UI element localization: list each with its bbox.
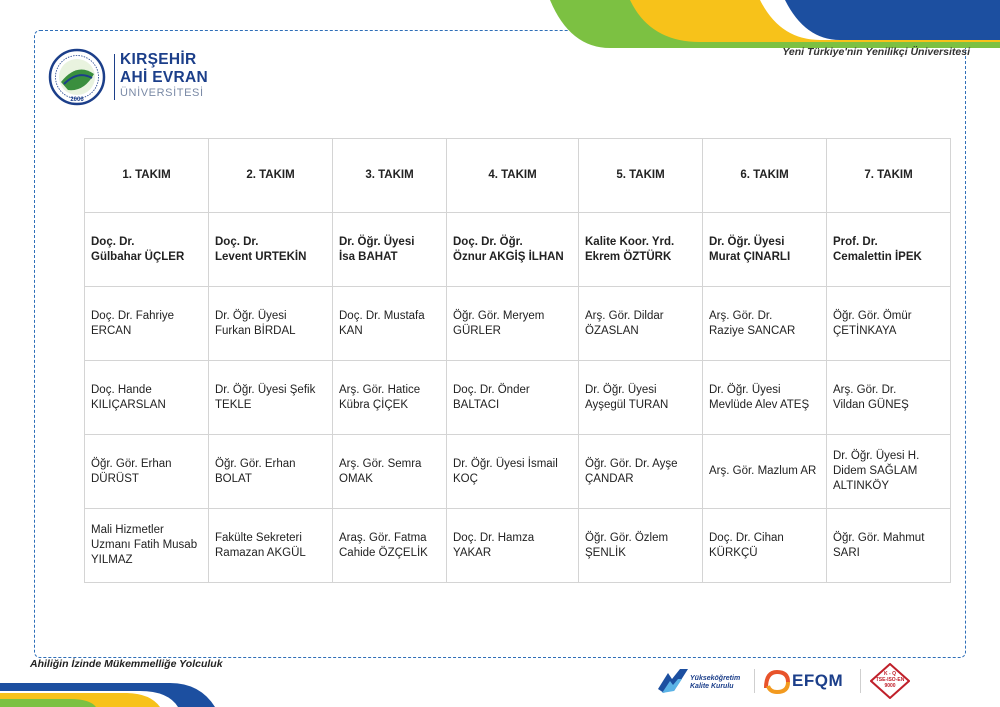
cell-line: Arş. Gör. Mazlum AR (709, 465, 817, 477)
table-cell (703, 509, 827, 583)
tse-logo (870, 663, 910, 699)
cell-line: Dr. Öğr. Üyesi Şefik (215, 383, 316, 396)
cell-line: Prof. Dr. (833, 235, 878, 248)
top-right-ribbon (550, 0, 1000, 48)
logo-line-2: AHİ EVRAN (120, 68, 208, 86)
column-header: 6. TAKIM (703, 139, 827, 213)
cell-line: ÇANDAR (585, 472, 634, 485)
table-cell (333, 287, 447, 361)
table-cell (827, 287, 951, 361)
cell-line: Doç. Dr. Öğr. (453, 235, 523, 248)
table-cell (333, 213, 447, 287)
table-cell (447, 361, 579, 435)
table-cell (579, 287, 703, 361)
table-cell (579, 361, 703, 435)
cell-line: Fakülte Sekreteri (215, 531, 302, 544)
cell-line: Arş. Gör. Hatice (339, 383, 421, 396)
table-cell (447, 213, 579, 287)
cell-line: Öğr. Gör. Dr. Ayşe (585, 457, 678, 470)
table-cell (209, 435, 333, 509)
table-header-row (85, 139, 951, 213)
header-slogan: Yeni Türkiye'nin Yenilikçi Üniversitesi (782, 46, 970, 58)
cell-line: Dr. Öğr. Üyesi (215, 309, 287, 322)
cell-line: Dr. Öğr. Üyesi H. (833, 450, 920, 462)
cell-line: Araş. Gör. Fatma (339, 531, 427, 544)
cell-line: ÖZASLAN (585, 324, 639, 337)
cell-line: BALTACI (453, 398, 500, 411)
yok-swoosh-icon (656, 667, 690, 695)
table-cell (447, 435, 579, 509)
efqm-mark-icon (762, 666, 792, 696)
tse-line-2: TSE-ISO-EN (875, 677, 905, 683)
tse-line-1: K - Q (884, 671, 896, 677)
cell-line: TEKLE (215, 398, 252, 411)
cell-line: KÜRKÇÜ (709, 546, 758, 559)
table-cell (85, 435, 209, 509)
cell-line: Öğr. Gör. Erhan (215, 457, 296, 470)
accreditation-logos (656, 663, 956, 699)
cell-line: Doç. Dr. (91, 235, 135, 248)
cell-line: YILMAZ (91, 554, 133, 566)
cell-line: KILIÇARSLAN (91, 398, 166, 411)
cell-line: YAKAR (453, 546, 492, 559)
cell-line: ERCAN (91, 324, 132, 337)
table-cell (579, 509, 703, 583)
cell-line: Kübra ÇİÇEK (339, 398, 409, 411)
university-seal-icon (48, 48, 106, 106)
table-cell (703, 287, 827, 361)
cell-line: Uzmanı Fatih Musab (91, 539, 198, 551)
cell-line: SARI (833, 546, 860, 559)
cell-line: KAN (339, 324, 363, 337)
cell-line: ŞENLİK (585, 546, 626, 559)
cell-line: Doç. Dr. Cihan (709, 531, 784, 544)
cell-line: Dr. Öğr. Üyesi İsmail (453, 457, 558, 470)
cell-line: Doç. Dr. Önder (453, 383, 530, 396)
cell-line: Öğr. Gör. Mahmut (833, 531, 925, 544)
logo-separator (754, 669, 755, 693)
cell-line: Arş. Gör. Dildar (585, 309, 664, 322)
cell-line: Ekrem ÖZTÜRK (585, 250, 672, 263)
cell-line: Mali Hizmetler (91, 524, 164, 536)
cell-line: Levent URTEKİN (215, 250, 307, 263)
cell-line: Ayşegül TURAN (585, 398, 669, 411)
cell-line: Arş. Gör. Semra (339, 457, 422, 470)
cell-line: Öznur AKGİŞ İLHAN (453, 250, 564, 263)
cell-line: KOÇ (453, 472, 478, 485)
table-cell (333, 509, 447, 583)
table-cell (447, 509, 579, 583)
cell-line: Doç. Dr. Mustafa (339, 309, 425, 322)
tse-line-3: 9000 (884, 683, 896, 689)
cell-line: Arş. Gör. Dr. (833, 383, 897, 396)
cell-line: OMAK (339, 472, 373, 485)
teams-table (84, 138, 951, 583)
cell-line: Doç. Dr. Fahriye (91, 309, 175, 322)
cell-line: Dr. Öğr. Üyesi (709, 383, 781, 396)
team-leaders-row (85, 213, 951, 287)
cell-line: Cahide ÖZÇELİK (339, 546, 428, 559)
table-cell (333, 361, 447, 435)
efqm-wordmark: EFQM (792, 671, 844, 690)
bottom-left-ribbon (0, 673, 240, 707)
efqm-logo (762, 665, 852, 697)
column-header: 5. TAKIM (579, 139, 703, 213)
university-logo (48, 48, 248, 108)
cell-line: Kalite Koor. Yrd. (585, 235, 675, 248)
table-cell (209, 361, 333, 435)
table-cell (85, 287, 209, 361)
cell-line: GÜRLER (453, 324, 501, 337)
table-row (85, 435, 951, 509)
cell-line: Dr. Öğr. Üyesi (339, 235, 415, 248)
table-cell (209, 213, 333, 287)
table-cell (827, 361, 951, 435)
cell-line: Doç. Dr. Hamza (453, 531, 535, 544)
cell-line: DÜRÜST (91, 472, 139, 485)
yok-line-2: Kalite Kurulu (690, 683, 734, 690)
table-cell (333, 435, 447, 509)
cell-line: Arş. Gör. Dr. (709, 309, 773, 322)
footer-slogan: Ahiliğin İzinde Mükemmelliğe Yolculuk (30, 658, 223, 670)
cell-line: Doç. Hande (91, 383, 152, 396)
table-cell (85, 509, 209, 583)
logo-divider (114, 54, 115, 100)
table-cell (85, 361, 209, 435)
cell-line: Öğr. Gör. Meryem (453, 309, 545, 322)
cell-line: Vildan GÜNEŞ (833, 398, 909, 411)
cell-line: Mevlüde Alev ATEŞ (709, 398, 810, 411)
table-cell (827, 435, 951, 509)
table-cell (703, 213, 827, 287)
table-row (85, 287, 951, 361)
table-cell (703, 435, 827, 509)
cell-line: Gülbahar ÜÇLER (91, 250, 185, 263)
cell-line: Cemalettin İPEK (833, 250, 922, 263)
logo-line-3: ÜNİVERSİTESİ (120, 87, 204, 99)
column-header: 2. TAKIM (209, 139, 333, 213)
cell-line: Dr. Öğr. Üyesi (585, 383, 657, 396)
table-cell (85, 213, 209, 287)
table-cell (827, 509, 951, 583)
column-header: 3. TAKIM (333, 139, 447, 213)
table-row (85, 361, 951, 435)
cell-line: Öğr. Gör. Ömür (833, 309, 912, 322)
cell-line: BOLAT (215, 472, 252, 485)
cell-line: Furkan BİRDAL (215, 324, 296, 337)
column-header: 7. TAKIM (827, 139, 951, 213)
logo-separator (860, 669, 861, 693)
cell-line: Ramazan AKGÜL (215, 546, 306, 559)
column-header: 1. TAKIM (85, 139, 209, 213)
table-cell (579, 435, 703, 509)
cell-line: Murat ÇINARLI (709, 250, 791, 263)
table-cell (827, 213, 951, 287)
cell-line: Öğr. Gör. Özlem (585, 531, 669, 544)
yok-line-1: Yükseköğretim (690, 675, 741, 682)
cell-line: İsa BAHAT (339, 250, 398, 263)
logo-line-1: KIRŞEHİR (120, 51, 197, 68)
cell-line: ÇETİNKAYA (833, 324, 897, 337)
table-cell (209, 509, 333, 583)
cell-line: Raziye SANCAR (709, 324, 796, 337)
table-row (85, 509, 951, 583)
column-header: 4. TAKIM (447, 139, 579, 213)
cell-line: ALTINKÖY (833, 480, 890, 492)
seal-year: 2006 (70, 97, 84, 103)
table-cell (447, 287, 579, 361)
cell-line: Didem SAĞLAM (833, 465, 918, 477)
table-cell (703, 361, 827, 435)
table-cell (209, 287, 333, 361)
table-cell (579, 213, 703, 287)
yok-kalite-logo (656, 667, 748, 695)
cell-line: Dr. Öğr. Üyesi (709, 235, 785, 248)
logo-wordmark (120, 52, 208, 99)
cell-line: Öğr. Gör. Erhan (91, 457, 172, 470)
cell-line: Doç. Dr. (215, 235, 259, 248)
